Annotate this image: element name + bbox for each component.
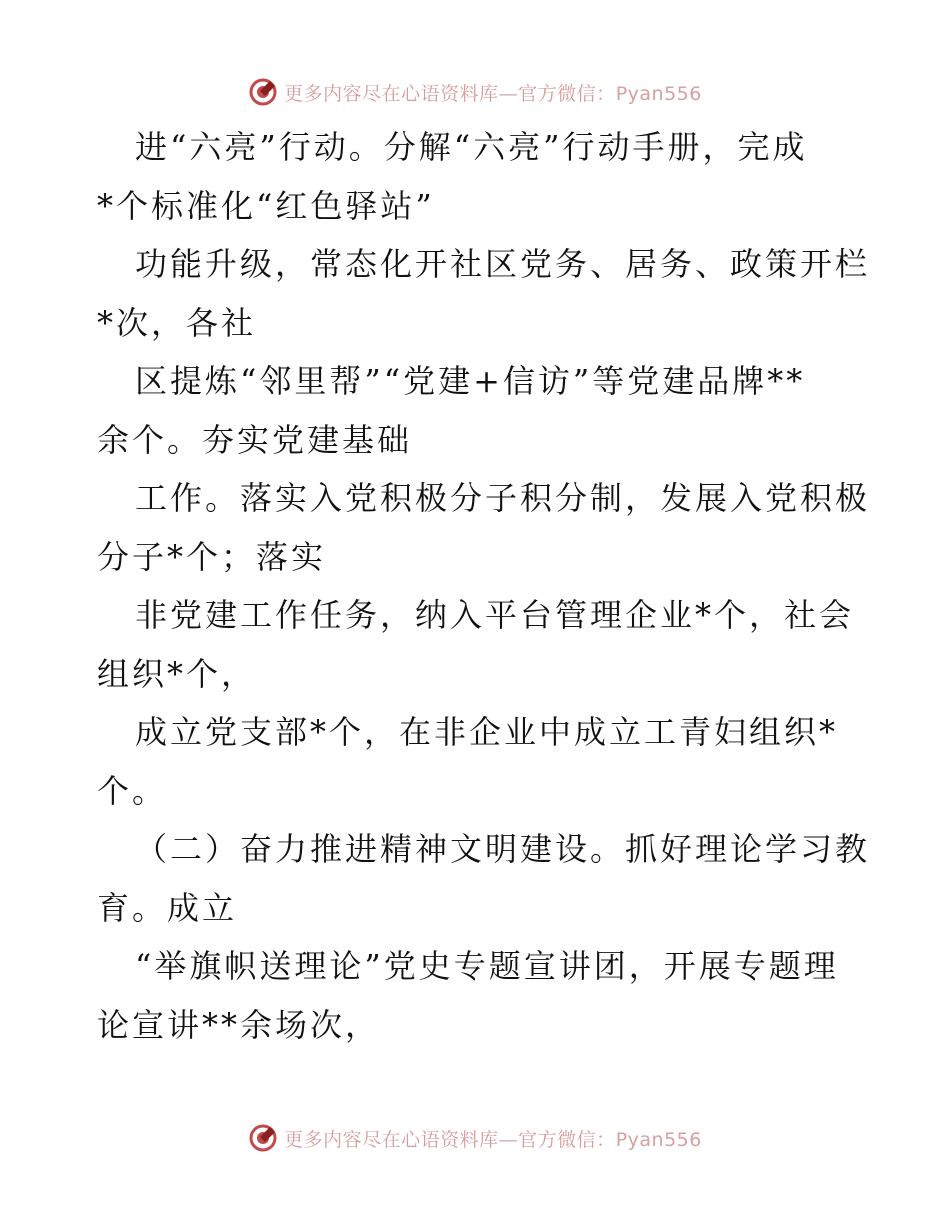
watermark-footer — [0, 1118, 950, 1158]
document-body — [97, 118, 871, 1054]
pen-nib-circle-icon — [248, 1123, 278, 1153]
text-line: 育。成立 — [97, 888, 238, 927]
text-line: 进“六亮”行动。分解“六亮”行动手册，完成 — [135, 128, 808, 166]
text-line: *次，各社 — [97, 303, 257, 342]
text-line: 成立党支部*个，在非企业中成立工青妇组织* — [135, 713, 839, 751]
text-line: 组织*个， — [97, 654, 257, 693]
text-line: 个。 — [97, 771, 168, 810]
text-line: 余个。夯实党建基础 — [97, 420, 413, 459]
text-line: 工作。落实入党积极分子积分制，发展入党积极 — [135, 479, 871, 517]
text-line: *个标准化“红色驿站” — [97, 186, 435, 225]
text-line: “举旗帜送理论”党史专题宣讲团，开展专题理 — [135, 947, 839, 985]
watermark-text: 更多内容尽在心语资料库—官方微信：Pyan556 — [284, 1128, 702, 1151]
pen-nib-circle-icon — [248, 77, 278, 107]
text-line: （二）奋力推进精神文明建设。抓好理论学习教 — [135, 830, 871, 868]
watermark-text: 更多内容尽在心语资料库—官方微信：Pyan556 — [284, 82, 702, 105]
text-line: 非党建工作任务，纳入平台管理企业*个，社会 — [135, 596, 855, 634]
watermark-header — [0, 72, 950, 112]
text-line: 功能升级，常态化开社区党务、居务、政策开栏 — [135, 245, 871, 283]
text-line: 区提炼“邻里帮”“党建+信访”等党建品牌** — [135, 362, 806, 400]
text-line: 分子*个；落实 — [97, 537, 327, 576]
text-line: 论宣讲**余场次， — [97, 1005, 381, 1044]
